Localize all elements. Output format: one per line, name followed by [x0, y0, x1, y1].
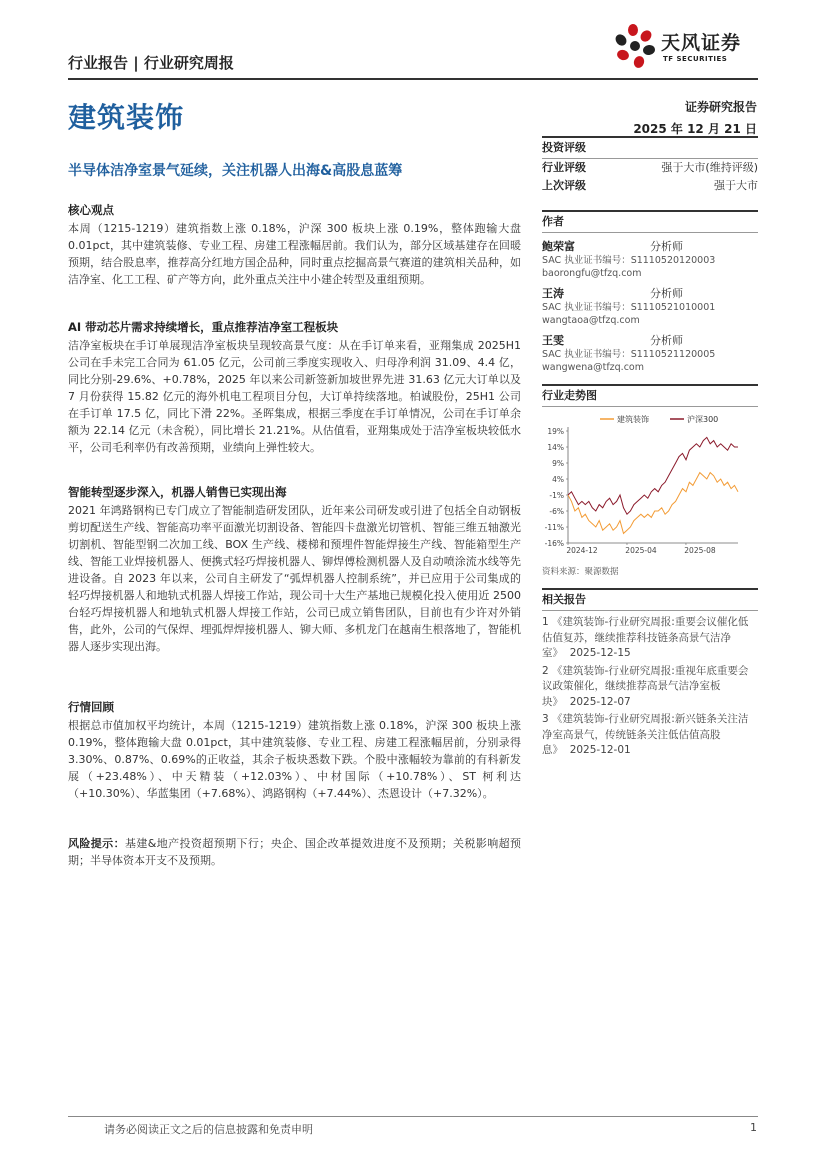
related-report-date: 2025-12-15 [569, 647, 631, 659]
section-title: 核心观点 [68, 203, 114, 217]
chart-source: 资料来源：聚源数据 [542, 567, 619, 577]
section-title: 行情回顾 [68, 700, 114, 714]
section-body: 2021 年鸿路钢构已专门成立了智能制造研发团队，近年来公司研发或引进了包括全自动钢板剪切配送生产线、智能高功率平面激光切割设备、智能四卡盘激光切管机、智能三维五轴激光切割机、智能型钢二次加工线、BOX 生产线、楼梯和预埋件智能焊接生产线、智能箱型生产线、智能工业焊接机器人、便携式轻巧焊接机器人、铆焊傅检测机器人及自动喷涂流水线等先进设备。自 2023 年以来，公司自主研发了“弧焊机器人控制系统”，并已应用于公司集成的轻巧焊接机器人和地轨式机器人焊接工作站，现公司十大生产基地已规模化投入使用近 2500 台轻巧焊接机器人和地轨式机器人焊接工作站，公司已成立销售团队，目前也有少许对外销售，此外，公司的气保焊、埋弧焊焊接机器人、铆大师、多机龙门在越南生根落地了，智能机器人逐步实现出海。 [68, 504, 521, 653]
page-number: 1 [750, 1121, 757, 1134]
analyst-email[interactable]: baorongfu@tfzq.com [542, 268, 642, 279]
related-report-text: 3 《建筑装饰-行业研究周报:新兴链条关注洁净室高景气，传统链条关注低估值高股息》 [542, 713, 749, 756]
related-block [542, 588, 758, 761]
header-divider [68, 78, 758, 80]
logo-petal [616, 48, 631, 62]
legend-label: 建筑装饰 [617, 415, 649, 424]
analyst-role: 分析师 [650, 334, 683, 347]
section-title: AI 带动芯片需求持续增长，重点推荐洁净室工程板块 [68, 320, 339, 334]
report-date: 2025 年 12 月 21 日 [633, 122, 757, 136]
section-core-view [68, 202, 521, 288]
y-tick-label: 14% [547, 443, 564, 452]
analyst-name: 鲍荣富 [542, 240, 575, 253]
logo-petal [628, 24, 638, 36]
logo-mark-icon [613, 22, 659, 70]
related-report-date: 2025-12-01 [569, 744, 631, 756]
series-line-construction [568, 473, 738, 534]
rating-row [542, 159, 758, 177]
authors-title: 作者 [542, 215, 564, 228]
section-cleanroom [68, 319, 521, 456]
analyst-cert: SAC 执业证书编号：S1110521120005 [542, 349, 716, 360]
rating-title: 投资评级 [542, 141, 586, 154]
industry-title: 建筑装饰 [68, 101, 185, 134]
related-report-link[interactable] [542, 664, 758, 711]
y-tick-label: -1% [549, 491, 564, 500]
report-type: 证券研究报告 [684, 100, 757, 114]
x-tick-label: 2025-08 [684, 546, 716, 555]
related-title: 相关报告 [542, 593, 586, 606]
y-tick-label: -16% [544, 539, 564, 548]
series-line-csi300 [568, 437, 738, 514]
footer-divider [68, 1116, 758, 1117]
company-logo [613, 22, 763, 72]
authors-block [542, 210, 758, 374]
trend-title: 行业走势图 [542, 389, 597, 402]
report-category: 行业报告 | 行业研究周报 [68, 54, 234, 72]
y-tick-label: -6% [549, 507, 564, 516]
section-body: 本周（1215-1219）建筑指数上涨 0.18%，沪深 300 板块上涨 0.19%，整体跑输大盘 0.01pct，其中建筑装修、专业工程、房建工程涨幅居前。我们认为，部分区域基建存在回暖预期，结合股息率，推荐高分红地方国企品种，同时重点挖掘高景气赛道的建筑相关品种，如洁净室、化工工程、矿产等方向，此外重点关注中小建企转型及重组预期。 [68, 222, 521, 286]
industry-trend-chart [542, 411, 758, 561]
y-tick-label: 19% [547, 427, 564, 436]
analyst-role: 分析师 [650, 240, 683, 253]
logo-text-cn: 天风证券 [661, 32, 742, 54]
analyst-name: 王雯 [542, 334, 564, 347]
logo-center [630, 41, 640, 51]
analyst-name: 王涛 [542, 287, 564, 300]
logo-text-en: TF SECURITIES [663, 55, 728, 63]
risk-label: 风险提示： [68, 837, 125, 850]
analyst-email[interactable]: wangwena@tfzq.com [542, 362, 644, 373]
related-report-link[interactable] [542, 712, 758, 759]
analyst-card [542, 285, 758, 327]
related-report-date: 2025-12-07 [569, 695, 631, 708]
x-tick-label: 2025-04 [625, 546, 657, 555]
legend-label: 沪深300 [687, 415, 719, 424]
analyst-card [542, 238, 758, 280]
section-market-review [68, 699, 521, 802]
y-tick-label: 4% [552, 475, 564, 484]
related-report-text: 1 《建筑装饰-行业研究周报:重要会议催化低估值复苏，继续推荐科技链条高景气洁净室》 [542, 616, 749, 659]
rating-block [542, 136, 758, 195]
rating-row [542, 177, 758, 195]
risk-warning [68, 835, 521, 869]
risk-body: 基建&地产投资超预期下行；央企、国企改革提效进度不及预期；关税影响超预期；半导体资本开支不及预期。 [68, 837, 522, 867]
divider [542, 610, 758, 611]
analyst-card [542, 332, 758, 374]
y-tick-label: 9% [552, 459, 564, 468]
y-tick-label: -11% [544, 523, 564, 532]
rating-label: 行业评级 [542, 161, 586, 174]
report-headline: 半导体洁净室景气延续，关注机器人出海&高股息蓝筹 [68, 163, 403, 179]
divider [542, 232, 758, 233]
analyst-cert: SAC 执业证书编号：S1110520120003 [542, 255, 716, 266]
related-report-text: 2 《建筑装饰-行业研究周报:重视年底重要会议政策催化，继续推荐高景气洁净室板块》 [542, 664, 749, 708]
x-tick-label: 2024-12 [566, 546, 598, 555]
section-body: 洁净室板块在手订单展现洁净室板块呈现较高景气度：从在手订单来看，亚翔集成 2025H1 公司在手未完工合同为 61.05 亿元，公司前三季度实现收入、归母净利润 31.09、4.4 亿，同比分别-29.6%、+0.78%，2025 年以来公司新签新加坡世界先进 31.63 亿元大订单以及 7 月份获得 15.82 亿元的海外机电工程项目分包，大订单持续落地。柏诚股份，25H1 公司在手订单 17.5 亿，同比下滑 22%。圣晖集成，根据三季度在手订单情况，公司在手订单余额为 22.14 亿元（未含税），同比增长 21.21%。从估值看，亚翔集成处于洁净室板块较低水平，公司毛利率仍有改善预期，业绩向上弹性较大。 [68, 339, 521, 454]
section-robot [68, 484, 521, 655]
logo-petal [632, 55, 646, 70]
analyst-email[interactable]: wangtaoa@tfzq.com [542, 315, 640, 326]
footer-disclaimer: 请务必阅读正文之后的信息披露和免责申明 [104, 1123, 313, 1136]
analyst-role: 分析师 [650, 287, 683, 300]
analyst-cert: SAC 执业证书编号：S1110521010001 [542, 302, 716, 313]
rating-value: 强于大市 [714, 179, 758, 192]
related-report-link[interactable] [542, 615, 758, 662]
rating-value: 强于大市(维持评级) [661, 161, 758, 174]
logo-petal [613, 32, 628, 48]
logo-petal [642, 44, 656, 56]
trend-block [542, 384, 758, 577]
section-body: 根据总市值加权平均统计，本周（1215-1219）建筑指数上涨 0.18%，沪深 300 板块上涨 0.19%，整体跑输大盘 0.01pct，其中建筑装修、专业工程、房建工程涨幅居前，分别录得 3.30%、0.87%、0.69%的正收益，其余子板块悉数下跌。个股中涨幅较为靠前的有科新发展（+23.48%）、中天精装（+12.03%）、中材国际（+10.78%）、ST 柯利达（+10.30%）、华蓝集团（+7.68%）、鸿路钢构（+7.44%）、杰恩设计（+7.32%）。 [68, 719, 521, 800]
rating-label: 上次评级 [542, 179, 586, 192]
divider [542, 406, 758, 407]
logo-petal [638, 28, 653, 44]
section-title: 智能转型逐步深入，机器人销售已实现出海 [68, 485, 287, 499]
